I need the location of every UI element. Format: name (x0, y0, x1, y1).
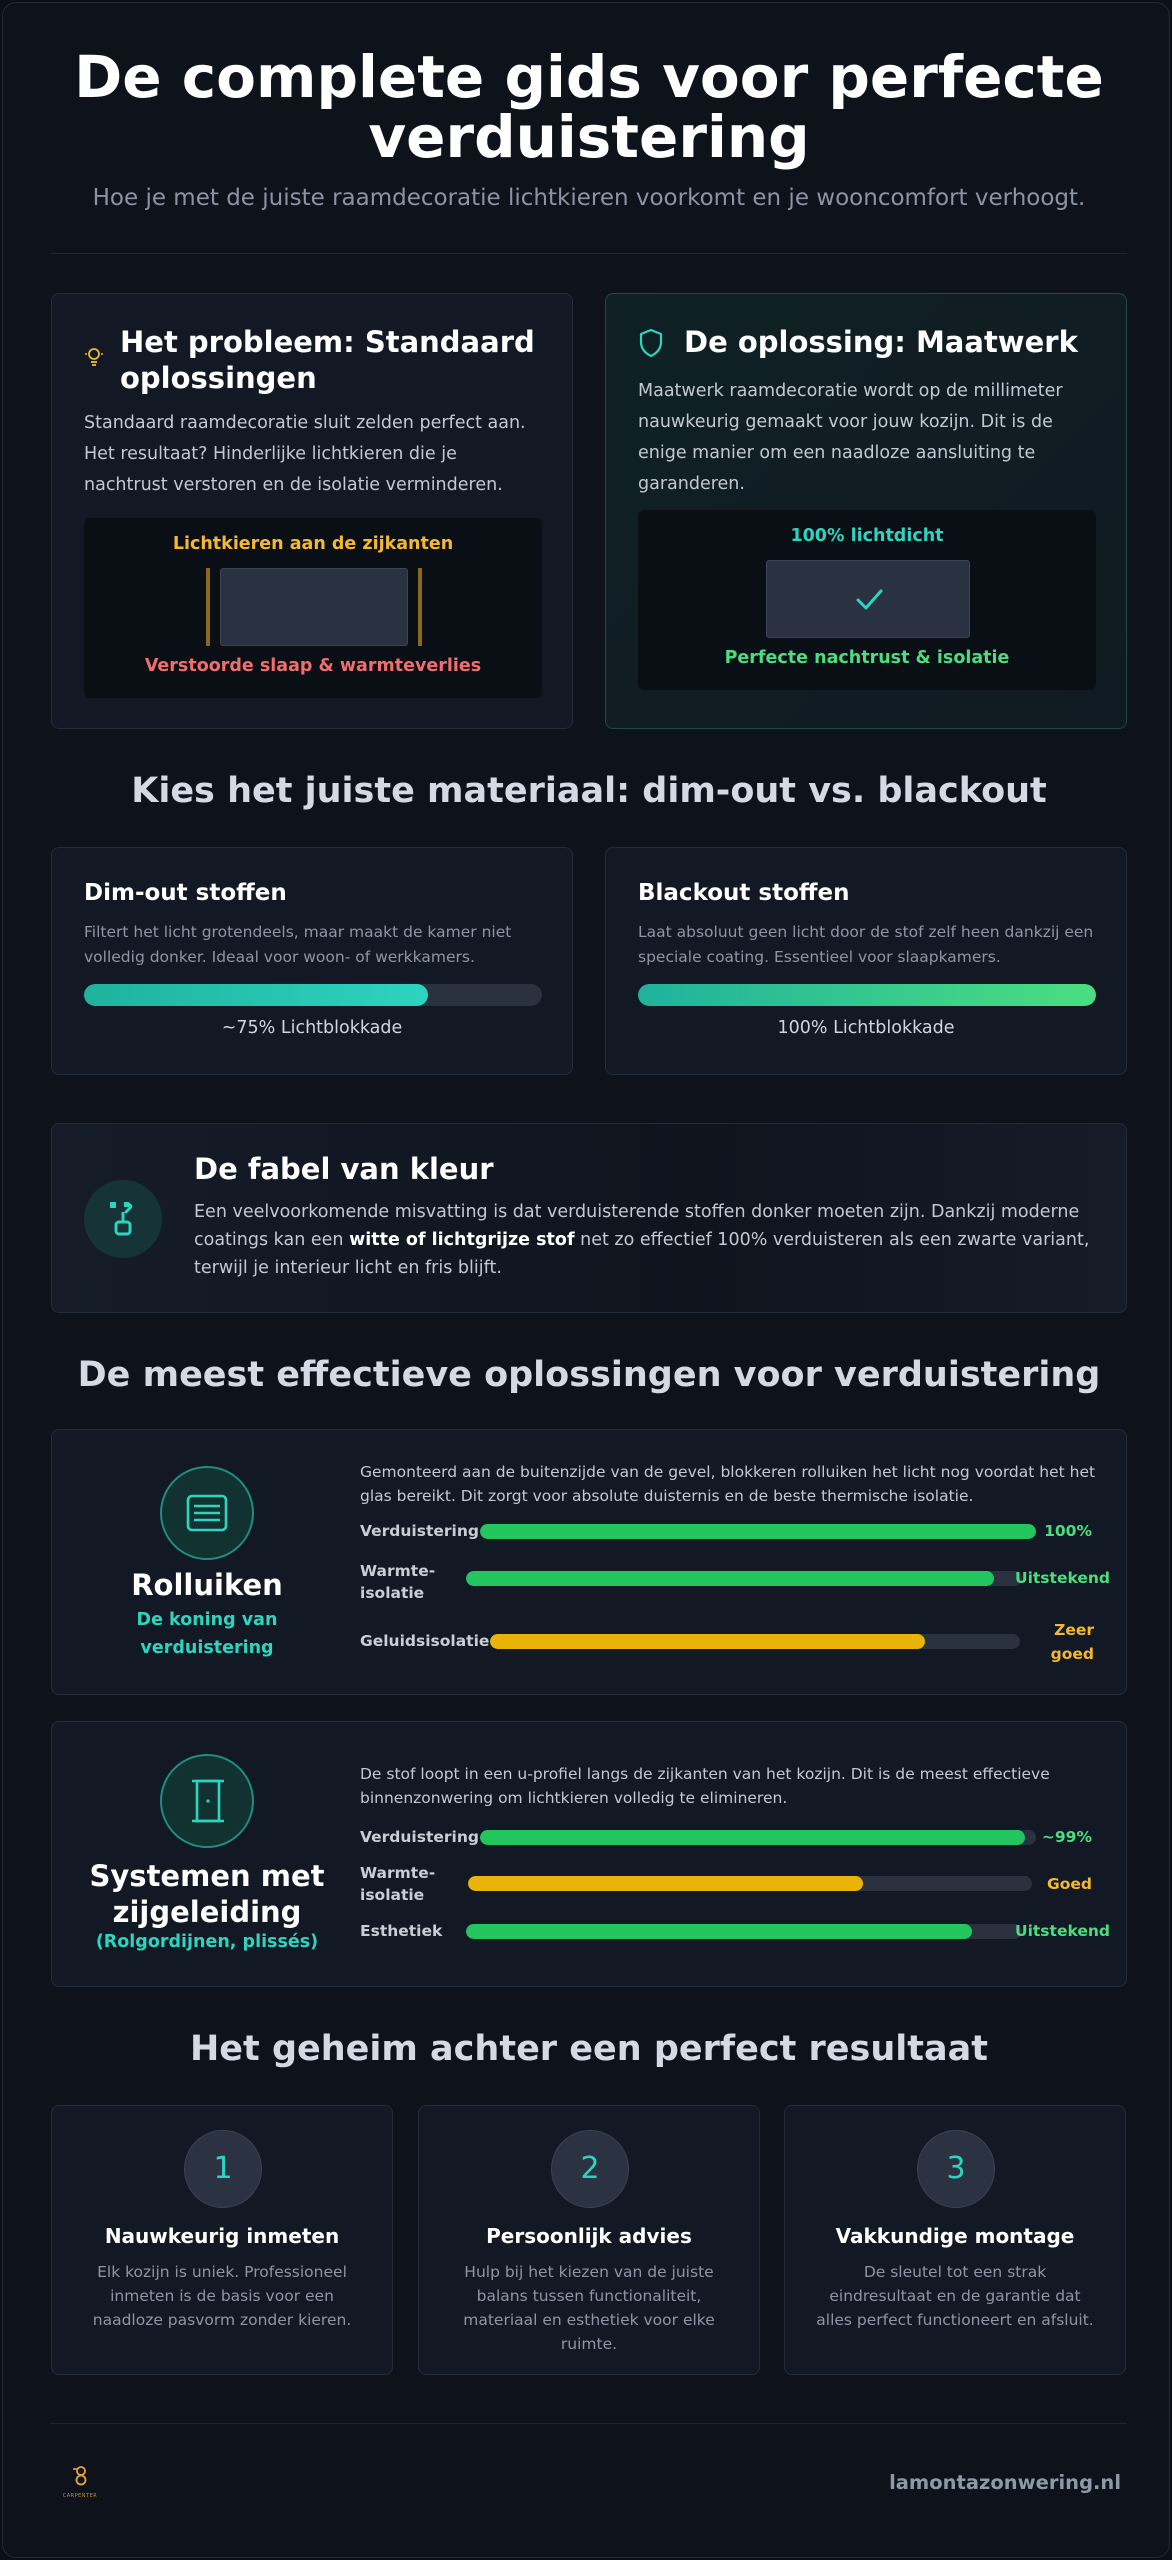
light-block-bar (638, 984, 1096, 1006)
material-text: Laat absoluut geen licht door de stof zelf heen dankzij een speciale coating. Essentieel voor slaapkamers. (638, 923, 1094, 966)
logo-text: CARPENTER (62, 2493, 98, 2499)
material-title: Dim-out stoffen (84, 880, 287, 906)
solutions-section-title: De meest effectieve oplossingen voor verduistering (77, 1355, 1101, 1395)
solution-text: Maatwerk raamdecoratie wordt op de millimeter nauwkeurig gemaakt voor jouw kozijn. Dit is de enige manier om een naadloze aansluiting te garanderen. (638, 381, 1063, 494)
light-block-caption: ~75% Lichtblokkade (221, 1018, 403, 1038)
metric-label: Verduistering (360, 1828, 479, 1846)
light-block-fill (84, 984, 428, 1006)
solution-illustration-top: 100% lichtdicht (790, 526, 944, 546)
light-gap-right (418, 568, 422, 646)
light-block-bar (84, 984, 542, 1006)
step-number: 1 (184, 2130, 262, 2208)
myth-icon-circle (84, 1180, 162, 1258)
metric-bar (480, 1524, 1036, 1539)
solution-title: De oplossing: Maatwerk (684, 325, 1078, 359)
step-text: Elk kozijn is uniek. Professioneel inmeten is de basis voor een naadloze pasvorm zonder kieren. (92, 2263, 352, 2329)
shield-icon (638, 328, 664, 358)
problem-title: Het probleem: Standaard oplossingen (120, 325, 535, 395)
metric-label: Verduistering (360, 1522, 479, 1540)
light-block-caption: 100% Lichtblokkade (777, 1018, 955, 1038)
door-icon (188, 1778, 228, 1824)
metric-bar-fill (490, 1634, 925, 1649)
solution-icon-circle (160, 1466, 254, 1560)
myth-text (194, 1198, 1104, 1282)
material-card-blackout (605, 847, 1127, 1075)
footer-divider (51, 2423, 1127, 2424)
metric-value: Uitstekend (1015, 1569, 1110, 1587)
light-gap-left (206, 568, 210, 646)
step-title: Nauwkeurig inmeten (104, 2224, 340, 2248)
metric-label: Geluidsisolatie (360, 1632, 490, 1650)
problem-illustration (84, 518, 542, 698)
checkmark-icon (853, 583, 885, 615)
infographic-page (2, 2, 1170, 2558)
solution-name: Systemen met zijgeleiding (89, 1859, 325, 1929)
step-title: Vakkundige montage (835, 2224, 1075, 2248)
step-text: Hulp bij het kiezen van de juiste balans tussen functionaliteit, materiaal en esthetiek voor elke ruimte. (463, 2263, 715, 2353)
material-text: Filtert het licht grotendeels, maar maakt de kamer niet volledig donker. Ideaal voor woon- of werkkamers. (84, 923, 512, 966)
fitted-blind (766, 560, 970, 638)
metric-label: Warmte-isolatie (360, 1562, 436, 1602)
metric-value: ~99% (1041, 1828, 1092, 1846)
metric-bar (466, 1571, 1022, 1586)
materials-section-title: Kies het juiste materiaal: dim-out vs. blackout (131, 771, 1047, 811)
step-number: 2 (551, 2130, 629, 2208)
paint-roller-icon (108, 1200, 138, 1238)
solution-description: De stof loopt in een u-profiel langs de zijkanten van het kozijn. Dit is de meest effectieve binnenzonwering om lichtkieren volledig te elimineren. (360, 1765, 1050, 1807)
metric-bar-fill (480, 1830, 1025, 1845)
step-title: Persoonlijk advies (486, 2224, 692, 2248)
metric-bar-fill (466, 1571, 994, 1586)
myth-card (51, 1123, 1127, 1313)
metric-bar-fill (466, 1924, 972, 1939)
problem-text: Standaard raamdecoratie sluit zelden perfect aan. Het resultaat? Hinderlijke lichtkieren die je nachtrust verstoren en de isolatie verminderen. (84, 413, 526, 495)
metric-bar-fill (468, 1876, 863, 1891)
metric-bar (466, 1924, 1022, 1939)
step-number: 3 (917, 2130, 995, 2208)
step-card (51, 2105, 393, 2375)
myth-text-part: Een veelvoorkomende misvatting is dat verduisterende stoffen donker moeten zijn. Dankzij moderne coatings kan een (194, 1202, 1080, 1250)
step-text: De sleutel tot een strak eindresultaat en de garantie dat alles perfect functioneert en afsluit. (816, 2263, 1094, 2329)
metric-value: 100% (1044, 1522, 1092, 1540)
step-card (418, 2105, 760, 2375)
light-block-fill (638, 984, 1096, 1006)
myth-text-emphasis: witte of lichtgrijze stof (349, 1230, 575, 1250)
brand-logo[interactable] (55, 2463, 105, 2503)
solution-card-zijgeleiding (51, 1721, 1127, 1987)
metric-bar (490, 1634, 1020, 1649)
solution-card-rolluiken (51, 1429, 1127, 1695)
solution-name: Rolluiken (131, 1568, 283, 1602)
metric-value: Zeer goed (1050, 1621, 1094, 1663)
logo-mark-icon (55, 2463, 105, 2489)
metric-bar (480, 1830, 1036, 1845)
solution-description: Gemonteerd aan de buitenzijde van de gevel, blokkeren rolluiken het licht nog voordat het het glas bereikt. Dit zorgt voor absolute duisternis en de beste thermische isolatie. (360, 1463, 1096, 1505)
metric-label: Warmte-isolatie (360, 1864, 436, 1904)
metric-label: Esthetiek (360, 1922, 443, 1940)
problem-illustration-bottom: Verstoorde slaap & warmteverlies (144, 656, 482, 676)
material-title: Blackout stoffen (638, 880, 850, 906)
metric-bar-fill (480, 1524, 1036, 1539)
header-divider (51, 253, 1127, 254)
solution-tagline: De koning van verduistering (136, 1610, 278, 1658)
page-title: De complete gids voor perfecte verduistering (74, 43, 1104, 171)
secret-section-title: Het geheim achter een perfect resultaat (190, 2029, 988, 2069)
footer-domain-link[interactable]: lamontazonwering.nl (889, 2471, 1121, 2494)
solution-illustration-bottom: Perfecte nachtrust & isolatie (724, 648, 1010, 668)
metric-value: Goed (1047, 1875, 1092, 1893)
bulb-icon (84, 346, 104, 368)
step-card (784, 2105, 1126, 2375)
window-blind (220, 568, 408, 646)
solution-card (605, 293, 1127, 729)
myth-title: De fabel van kleur (194, 1152, 494, 1186)
metric-value: Uitstekend (1015, 1922, 1110, 1940)
myth-text-part: net zo effectief 100% verduisteren als een zwarte variant, terwijl je interieur licht en fris blijft. (194, 1230, 1090, 1278)
material-card-dimout (51, 847, 573, 1075)
shutter-icon (186, 1494, 228, 1532)
problem-illustration-top: Lichtkieren aan de zijkanten (172, 534, 454, 554)
problem-card (51, 293, 573, 729)
page-subtitle: Hoe je met de juiste raamdecoratie lichtkieren voorkomt en je wooncomfort verhoogt. (92, 185, 1086, 211)
solution-illustration (638, 510, 1096, 690)
solution-icon-circle (160, 1754, 254, 1848)
metric-bar (468, 1876, 1032, 1891)
solution-tagline: (Rolgordijnen, plissés) (95, 1932, 319, 1952)
